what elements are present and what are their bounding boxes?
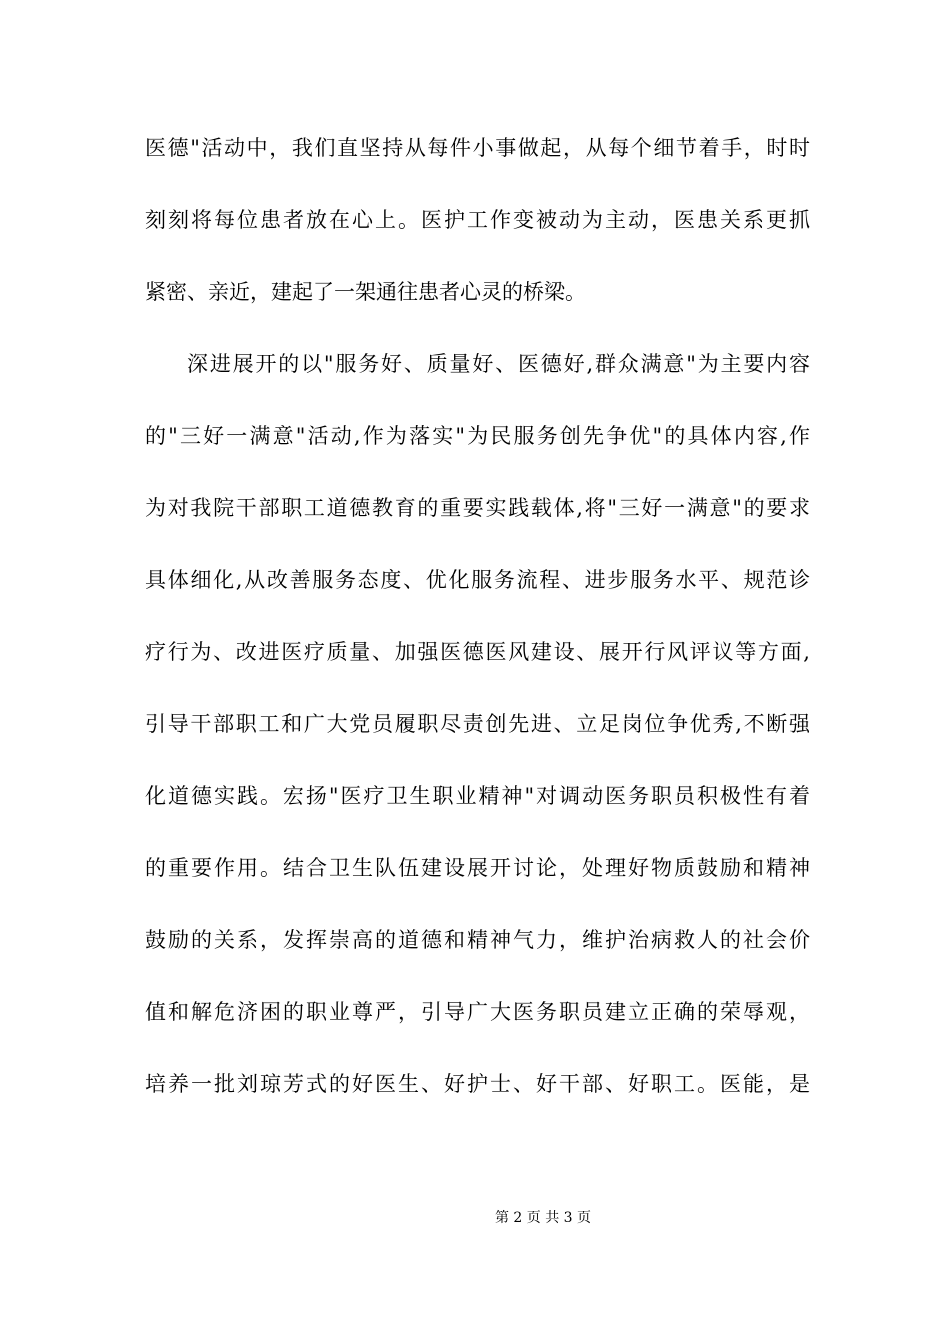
text-line: 的重要作用。结合卫生队伍建设展开讨论，处理好物质鼓励和精神 bbox=[145, 856, 810, 880]
text-line: 医德"活动中，我们直坚持从每件小事做起，从每个细节着手，时时 bbox=[145, 136, 810, 160]
body-text bbox=[145, 130, 810, 1138]
text-line: 为对我院干部职工道德教育的重要实践载体,将"三好一满意"的要求 bbox=[145, 496, 810, 520]
text-line: 刻刻将每位患者放在心上。医护工作变被动为主动，医患关系更抓 bbox=[145, 208, 810, 232]
text-line: 具体细化,从改善服务态度、优化服务流程、进步服务水平、规范诊 bbox=[145, 568, 810, 592]
text-line: 疗行为、改进医疗质量、加强医德医风建设、展开行风评议等方面, bbox=[145, 640, 810, 664]
text-line: 值和解危济困的职业尊严，引导广大医务职员建立正确的荣辱观， bbox=[145, 1000, 810, 1024]
paragraph-first-line: 深进展开的以"服务好、质量好、医德好,群众满意"为主要内容 bbox=[187, 352, 810, 376]
text-line: 的"三好一满意"活动,作为落实"为民服务创先争优"的具体内容,作 bbox=[145, 424, 810, 448]
text-line: 鼓励的关系，发挥崇高的道德和精神气力，维护治病救人的社会价 bbox=[145, 928, 810, 952]
page-number-footer: 第 2 页 共 3 页 bbox=[494, 1210, 592, 1226]
text-line: 培养一批刘琼芳式的好医生、好护士、好干部、好职工。医能，是 bbox=[145, 1072, 810, 1096]
text-line: 引导干部职工和广大党员履职尽责创先进、立足岗位争优秀,不断强 bbox=[145, 712, 810, 736]
text-line: 化道德实践。宏扬"医疗卫生职业精神"对调动医务职员积极性有着 bbox=[145, 784, 810, 808]
text-line: 紧密、亲近，建起了一架通往患者心灵的桥梁。 bbox=[145, 280, 586, 304]
